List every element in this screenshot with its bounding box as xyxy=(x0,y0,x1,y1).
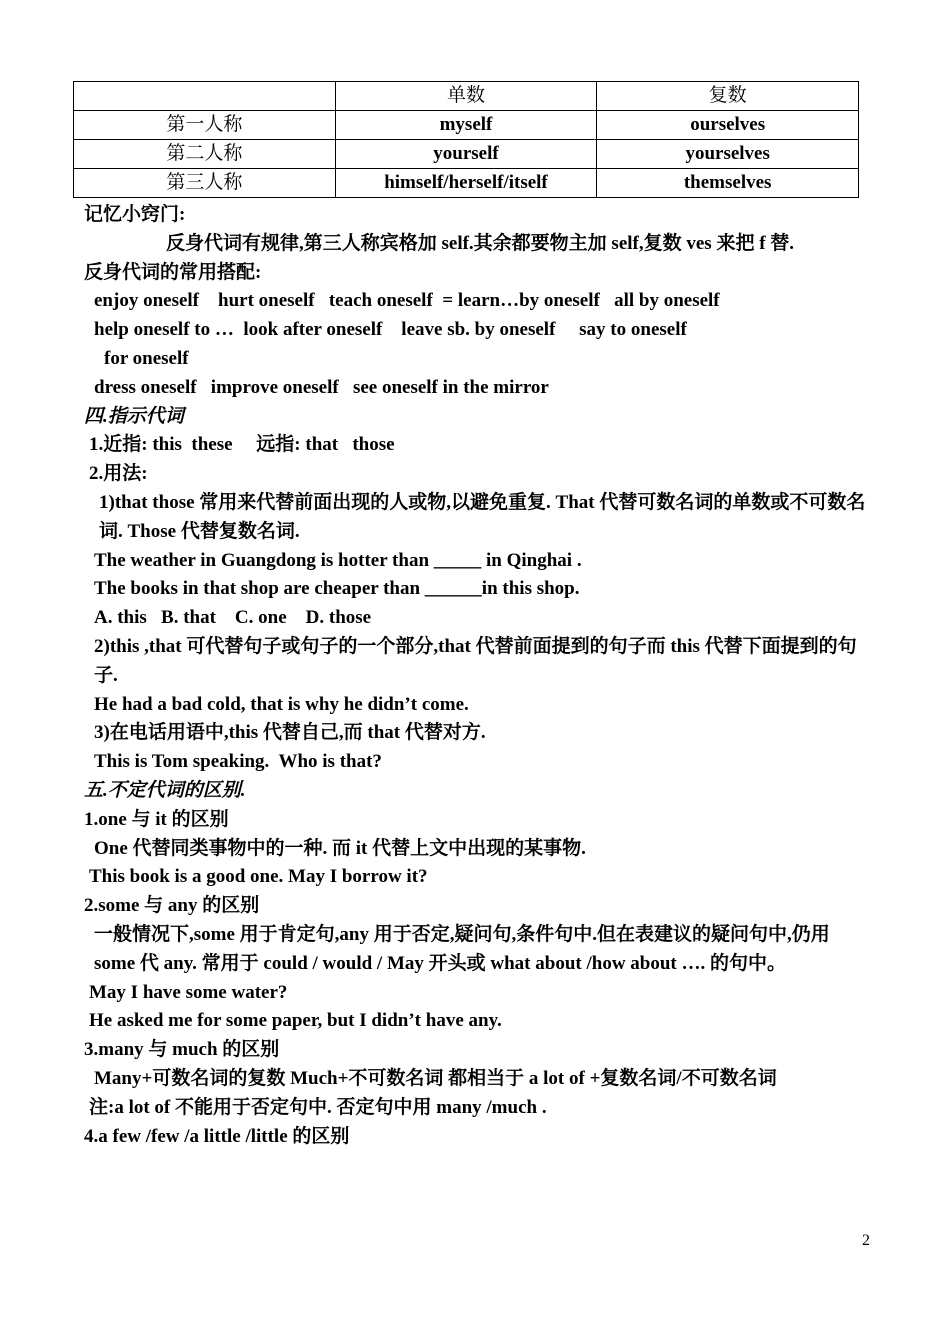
text-line: One 代替同类事物中的一种. 而 it 代替上文中出现的某事物. xyxy=(94,837,586,859)
text-line: The books in that shop are cheaper than ______in this shop. xyxy=(94,578,580,600)
table-cell: himself/herself/itself xyxy=(335,169,597,198)
section-heading: 四.指示代词 xyxy=(84,405,184,427)
section-heading: 五.不定代词的区别. xyxy=(84,779,246,801)
document-content xyxy=(84,201,874,1151)
text-line: help oneself to … look after oneself leave sb. by oneself say to oneself xyxy=(94,319,687,341)
table-header-cell xyxy=(74,82,336,111)
text-line: 记忆小窍门: xyxy=(84,204,186,225)
text-line: May I have some water? xyxy=(89,981,288,1003)
text-line: 1.近指: this these 远指: that those xyxy=(89,434,395,456)
text-line: 1)that those 常用来代替前面出现的人或物,以避免重复. That 代替可数名词的单数或不可数名词. Those 代替复数名词. xyxy=(99,491,866,542)
text-line: 3.many 与 much 的区别 xyxy=(84,1039,280,1061)
text-line: 1.one 与 it 的区别 xyxy=(84,808,229,830)
text-line: 反身代词有规律,第三人称宾格加 self.其余都要物主加 self,复数 ves 来把 f 替. xyxy=(166,232,795,254)
table-cell: yourself xyxy=(335,140,597,169)
text-line: 注:a lot of 不能用于否定句中. 否定句中用 many /much . xyxy=(89,1096,547,1118)
table-cell: ourselves xyxy=(597,111,859,140)
text-line: A. this B. that C. one D. those xyxy=(94,607,372,629)
text-line: 4.a few /few /a little /little 的区别 xyxy=(84,1125,350,1147)
text-line: enjoy oneself hurt oneself teach oneself = learn…by oneself all by oneself xyxy=(94,290,720,312)
table-cell: myself xyxy=(335,111,597,140)
page-number: 2 xyxy=(862,1232,870,1249)
text-line: 一般情况下,some 用于肯定句,any 用于否定,疑问句,条件句中.但在表建议的疑问句中,仍用 some 代 any. 常用于 could / would / May 开头或 what about /how about …. 的句中。 xyxy=(94,923,830,974)
text-line: 2)this ,that 可代替句子或句子的一个部分,that 代替前面提到的句子而 this 代替下面提到的句子. xyxy=(94,635,857,686)
text-line: 2.some 与 any 的区别 xyxy=(84,895,260,917)
text-line: He asked me for some paper, but I didn’t have any. xyxy=(89,1010,502,1032)
table-cell: 第三人称 xyxy=(74,169,336,198)
table-header-row xyxy=(74,82,859,111)
text-line: The weather in Guangdong is hotter than _____ in Qinghai . xyxy=(94,549,582,571)
text-line: Many+可数名词的复数 Much+不可数名词 都相当于 a lot of +复数名词/不可数名词 xyxy=(94,1067,777,1089)
table-row xyxy=(74,169,859,198)
table-cell: yourselves xyxy=(597,140,859,169)
reflexive-pronoun-table xyxy=(73,81,859,198)
text-line: He had a bad cold, that is why he didn’t come. xyxy=(94,693,469,715)
table-header-cell: 复数 xyxy=(597,82,859,111)
table-row xyxy=(74,111,859,140)
table-row xyxy=(74,140,859,169)
text-line: This is Tom speaking. Who is that? xyxy=(94,751,382,773)
text-line: This book is a good one. May I borrow it? xyxy=(89,866,428,888)
table-header-cell: 单数 xyxy=(335,82,597,111)
text-line: dress oneself improve oneself see oneself in the mirror xyxy=(94,376,549,398)
table-cell: 第二人称 xyxy=(74,140,336,169)
text-line: 反身代词的常用搭配: xyxy=(84,261,262,283)
table-cell: 第一人称 xyxy=(74,111,336,140)
table-body xyxy=(74,82,859,198)
text-line: 2.用法: xyxy=(89,463,148,485)
text-line: 3)在电话用语中,this 代替自己,而 that 代替对方. xyxy=(94,722,486,744)
table-cell: themselves xyxy=(597,169,859,198)
text-line: for oneself xyxy=(104,347,189,369)
